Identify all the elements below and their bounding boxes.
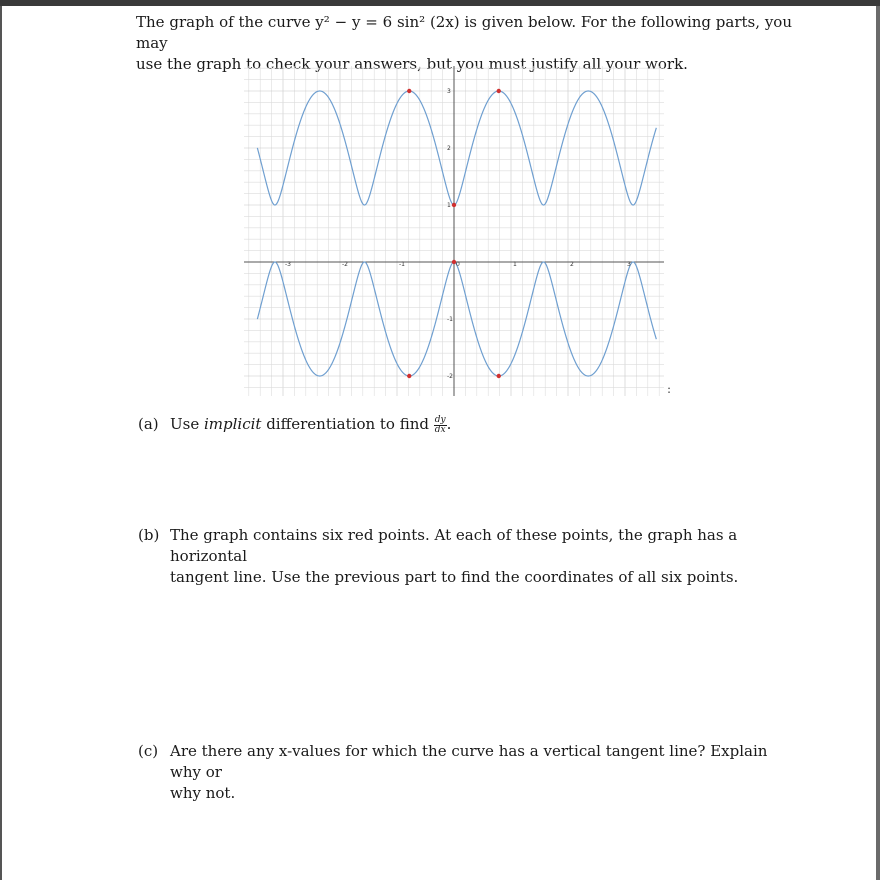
part-a-text-2: differentiation to find — [261, 415, 434, 433]
part-a-text-1: Use — [170, 415, 204, 433]
y-tick-label: -1 — [447, 316, 453, 323]
part-c-body — [170, 741, 790, 804]
margin-mark: : — [667, 382, 672, 396]
part-c — [138, 741, 798, 802]
horizontal-tangent-point — [497, 374, 501, 378]
part-b-body — [170, 525, 790, 588]
dy-dx-fraction — [434, 416, 447, 435]
x-tick-label: 3 — [627, 261, 631, 268]
part-b-line-1: The graph contains six red points. At each of these points, the graph has a horizontal — [170, 526, 738, 565]
y-tick-label: 2 — [447, 145, 451, 152]
part-c-label: (c) — [138, 742, 159, 760]
part-b-label: (b) — [138, 526, 160, 544]
horizontal-tangent-point — [407, 89, 411, 93]
y-tick-label: 1 — [447, 202, 451, 209]
horizontal-tangent-point — [407, 374, 411, 378]
window-top-bar — [0, 0, 880, 6]
horizontal-tangent-point — [452, 203, 456, 207]
page-scrollbar[interactable] — [876, 6, 880, 880]
graph-tick-labels — [285, 88, 631, 380]
part-c-line-2: why not. — [170, 784, 236, 802]
curve-graph — [244, 66, 664, 396]
part-c-line-1: Are there any x-values for which the curve has a vertical tangent line? Explain why or — [170, 742, 768, 781]
x-tick-label: -3 — [285, 261, 291, 268]
y-tick-label: 3 — [447, 88, 451, 95]
part-a-label: (a) — [138, 415, 159, 433]
part-b — [138, 525, 798, 586]
graph-axes — [244, 66, 664, 396]
part-b-line-2: tangent line. Use the previous part to find the coordinates of all six points. — [170, 568, 739, 586]
y-tick-label: -2 — [447, 373, 453, 380]
part-a-emphasis: implicit — [203, 415, 262, 433]
intro-line-2: use the graph to check your answers, but you must justify all your work. — [136, 55, 688, 73]
x-tick-label: -2 — [342, 261, 348, 268]
fraction-denominator: dx — [434, 424, 446, 435]
horizontal-tangent-point — [497, 89, 501, 93]
fraction-numerator: dy — [434, 414, 446, 425]
horizontal-tangent-point — [452, 260, 456, 264]
x-tick-label: 1 — [513, 261, 517, 268]
x-tick-label: 2 — [570, 261, 574, 268]
x-tick-label: -1 — [399, 261, 405, 268]
part-a-text — [170, 414, 451, 435]
page-left-edge — [0, 6, 2, 880]
intro-line-1: The graph of the curve y² − y = 6 sin² (2x) is given below. For the following parts, you may — [136, 13, 792, 52]
part-a-period: . — [446, 415, 452, 433]
x-tick-label: 0 — [456, 261, 460, 268]
